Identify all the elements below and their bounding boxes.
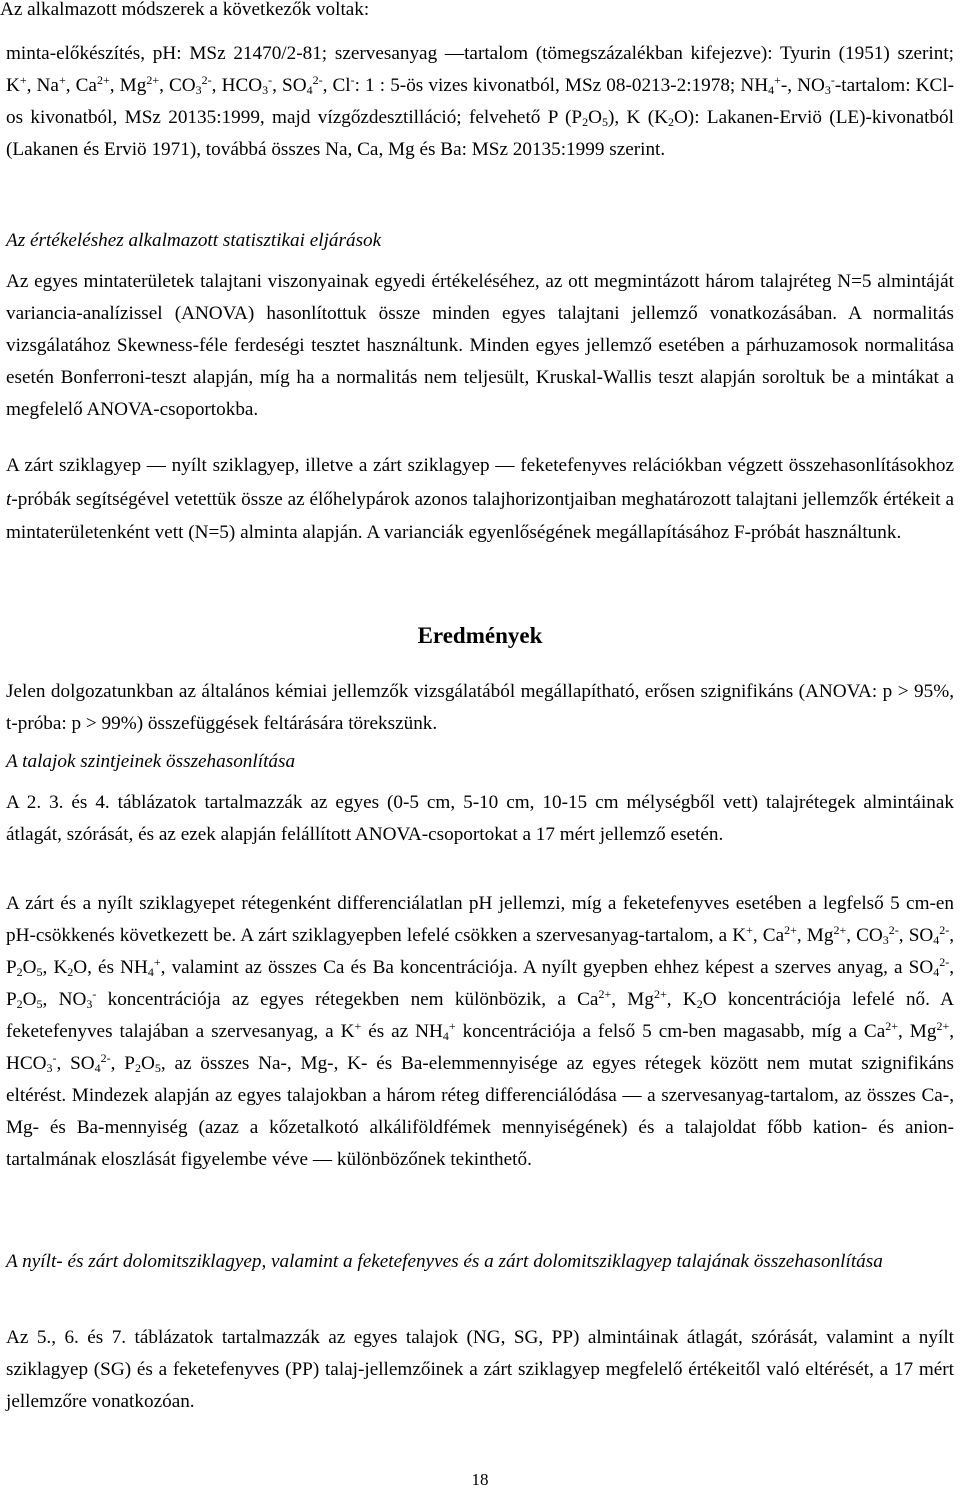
- subscript: 2: [696, 997, 703, 1011]
- superscript: -: [52, 1051, 57, 1065]
- text-run: , valamint az összes Ca és Ba koncentrációja. A nyílt gyepben ehhez képest a szerves anyag, a SO: [160, 957, 934, 978]
- text-run: , HCO: [6, 1021, 955, 1074]
- superscript: 2-: [201, 73, 212, 87]
- stats-heading: Az értékeléshez alkalmazott statisztikai eljárások: [6, 230, 382, 251]
- subscript: 4: [147, 965, 154, 979]
- superscript: +: [19, 73, 27, 87]
- stats-paragraph-1: Az egyes mintaterületek talajtani viszonyainak egyedi értékeléséhez, az ott megmintázott három talajréteg N=5 almintáját variancia-analízissel (ANOVA) hasonlítottuk össze minden egyes talajtani jellemző vonatkozásában. A normalitás vizsgálatához Skewness-féle ferdeségi tesztet használtunk. Minden egyes jellemző esetében a párhuzamosok normalitása esetén Bonferroni-teszt alapján, míg ha a normalitás nem teljesült, Kruskal-Wallis teszt alapján soroltuk be a mintákat a megfelelő ANOVA-csoportokba.: [6, 271, 954, 420]
- superscript: +: [58, 73, 66, 87]
- superscript: 2-: [312, 73, 323, 87]
- subscript: 3: [46, 1061, 53, 1075]
- subscript: 5: [36, 997, 43, 1011]
- superscript: +: [153, 955, 161, 969]
- superscript: 2-: [939, 955, 950, 969]
- text-run: , CO: [159, 75, 196, 96]
- italic-t: t: [6, 488, 12, 510]
- text-run: O: [140, 1053, 155, 1074]
- text-run: , HCO: [211, 75, 263, 96]
- text-run: : 1 : 5-ös vizes kivonatból, MSz 08-0213-2:1978; NH: [354, 75, 769, 96]
- text-run: , K: [42, 957, 68, 978]
- superscript: +: [774, 73, 781, 87]
- superscript: -: [350, 73, 355, 87]
- text-run: és az NH: [361, 1021, 443, 1042]
- subscript: 4: [306, 83, 313, 97]
- text-run: , Ca: [752, 925, 785, 946]
- text-run: , K: [666, 989, 697, 1010]
- text-run: , az összes Na-, Mg-, K- és Ba-elemmennyisége az egyes rétegek között nem mutat szignifikáns eltérést. Mindezek alapján az egyes talajokban a három réteg differenciálódása — a szervesanyag-tartalom, az összes Ca-, Mg- és Ba-mennyiség (azaz a kőzetalkotó alkáliföldfémek mennyiségének) és a talajoldat főbb kation- és anion-tartalmának eloszlását figyelembe véve — különbözőnek tekinthető.: [6, 1053, 955, 1170]
- superscript: +: [746, 923, 753, 937]
- subscript: 3: [195, 83, 202, 97]
- subscript: 4: [442, 1029, 449, 1043]
- results-subheading-2: A nyílt- és zárt dolomitsziklagyep, valamint a feketefenyves és a zárt dolomitsziklagyep talajának összehasonlítása: [6, 1251, 883, 1272]
- subscript: 3: [882, 933, 889, 947]
- subscript: 2: [667, 115, 674, 129]
- text-run: , Mg: [611, 989, 654, 1010]
- subscript: 5: [36, 965, 43, 979]
- results-paragraph-2: A 2. 3. és 4. táblázatok tartalmazzák az egyes (0-5 cm, 5-10 cm, 10-15 cm mélységből vett) talajrétegek almintáinak átlagát, szórását, és az ezek alapján felállított ANOVA-csoportokat a 17 mért jellemző esetén.: [6, 792, 954, 845]
- subscript: 4: [933, 933, 940, 947]
- methods-intro: Az alkalmazott módszerek a következők voltak:: [0, 0, 370, 20]
- text-run: , Ca: [65, 75, 97, 96]
- superscript: 2-: [939, 923, 950, 937]
- text-run: , CO: [846, 925, 883, 946]
- results-subheading-1: A talajok szintjeinek összehasonlítása: [6, 751, 296, 772]
- subscript: 3: [86, 997, 93, 1011]
- text-run: -tartalom: KCl-os kivonatból, MSz 20135:1999, majd vízgőzdesztilláció; felvehető P (P: [6, 75, 955, 128]
- text-run: -, NO: [780, 75, 825, 96]
- superscript: +: [448, 1019, 456, 1033]
- subscript: 2: [582, 115, 589, 129]
- text-run: , SO: [898, 925, 934, 946]
- superscript: 2-: [888, 923, 899, 937]
- text-run: koncentrációja az egyes rétegekben nem különbözik, a Ca: [96, 989, 599, 1010]
- page-number: 18: [471, 1470, 489, 1489]
- subscript: 5: [601, 115, 608, 129]
- text-run: -próbák segítségével vetettük össze az élőhelypárok azonos talajhorizontjaiban meghatározott talajtani jellemzők értékeit a mintaterületenként vett (N=5) alminta alapján. A varianciák egyenlőségének megállapításához F-próbát használtunk.: [6, 488, 954, 543]
- superscript: 2+: [146, 73, 160, 87]
- superscript: 2-: [100, 1051, 111, 1065]
- subscript: 4: [933, 965, 940, 979]
- subscript: 4: [768, 83, 775, 97]
- text-run: , SO: [56, 1053, 95, 1074]
- text-run: minta-előkészítés, pH: MSz 21470/2-81; szervesanyag —tartalom (tömegszázalékban kifejezve): Tyurin (1951) szerint; K: [6, 43, 954, 96]
- subscript: 2: [134, 1061, 141, 1075]
- text-run: O: [588, 107, 602, 128]
- text-run: O, és NH: [73, 957, 148, 978]
- superscript: 2+: [598, 987, 612, 1001]
- superscript: +: [354, 1019, 362, 1033]
- superscript: 2+: [833, 923, 847, 937]
- results-paragraph-1: Jelen dolgozatunkban az általános kémiai jellemzők vizsgálatából megállapítható, erősen szignifikáns (ANOVA: p > 95%, t-próba: p > 99%) összefüggések feltárására törekszünk.: [6, 681, 954, 734]
- superscript: 2+: [653, 987, 667, 1001]
- superscript: 2+: [96, 73, 110, 87]
- text-run: A zárt és a nyílt sziklagyepet rétegenként differenciálatlan pH jellemzi, míg a feketefenyves esetében a legfelső 5 cm-en pH-csökkenés következett be. A zárt sziklagyepben lefelé csökken a szervesanyag-tartalom, a K: [6, 893, 954, 946]
- text-run: O: [22, 989, 37, 1010]
- text-run: , NO: [42, 989, 87, 1010]
- results-heading: Eredmények: [417, 623, 543, 648]
- superscript: -: [92, 987, 97, 1001]
- results-paragraph-4: Az 5., 6. és 7. táblázatok tartalmazzák az egyes talajok (NG, SG, PP) almintáinak átlagát, szórását, valamint a nyílt sziklagyep (SG) és a feketefenyves (PP) talaj-jellemzőinek a zárt sziklagyep megfelelő értékeitől való eltérését, a 17 mért jellemzőre vonatkozóan.: [6, 1327, 954, 1412]
- methods-list: [6, 38, 954, 166]
- superscript: 2+: [784, 923, 797, 937]
- text-run: , SO: [272, 75, 307, 96]
- subscript: 2: [67, 965, 74, 979]
- text-run: , P: [110, 1053, 135, 1074]
- text-run: , Mg: [109, 75, 147, 96]
- text-run: , P: [6, 925, 955, 978]
- subscript: 2: [16, 997, 23, 1011]
- text-run: , Mg: [898, 1021, 937, 1042]
- subscript: 2: [16, 965, 23, 979]
- text-run: O: [22, 957, 37, 978]
- stats-paragraph-2: [6, 449, 954, 550]
- text-run: , Na: [26, 75, 59, 96]
- superscript: -: [830, 73, 835, 87]
- text-run: , Mg: [796, 925, 834, 946]
- subscript: 3: [824, 83, 831, 97]
- subscript: 5: [154, 1061, 161, 1075]
- superscript: 2+: [936, 1019, 950, 1033]
- results-paragraph-3: [6, 888, 954, 1176]
- text-run: O koncentrációja lefelé nő. A feketefenyves talajában a szervesanyag, a K: [6, 989, 955, 1042]
- superscript: 2+: [885, 1019, 899, 1033]
- text-run: O): Lakanen-Erviö (LE)-kivonatból (Lakanen és Erviö 1971), továbbá összes Na, Ca, Mg és Ba: MSz 20135:1999 szerint.: [6, 107, 954, 160]
- text-run: koncentrációja a felső 5 cm-ben magasabb, míg a Ca: [455, 1021, 886, 1042]
- text-run: ), K (K: [607, 107, 668, 128]
- text-run: , P: [6, 957, 954, 1010]
- text-run: A zárt sziklagyep — nyílt sziklagyep, illetve a zárt sziklagyep — feketefenyves relációkban végzett összehasonlításokhoz: [6, 455, 954, 476]
- subscript: 3: [262, 83, 269, 97]
- subscript: 4: [94, 1061, 101, 1075]
- text-run: , Cl: [322, 75, 351, 96]
- superscript: -: [268, 73, 273, 87]
